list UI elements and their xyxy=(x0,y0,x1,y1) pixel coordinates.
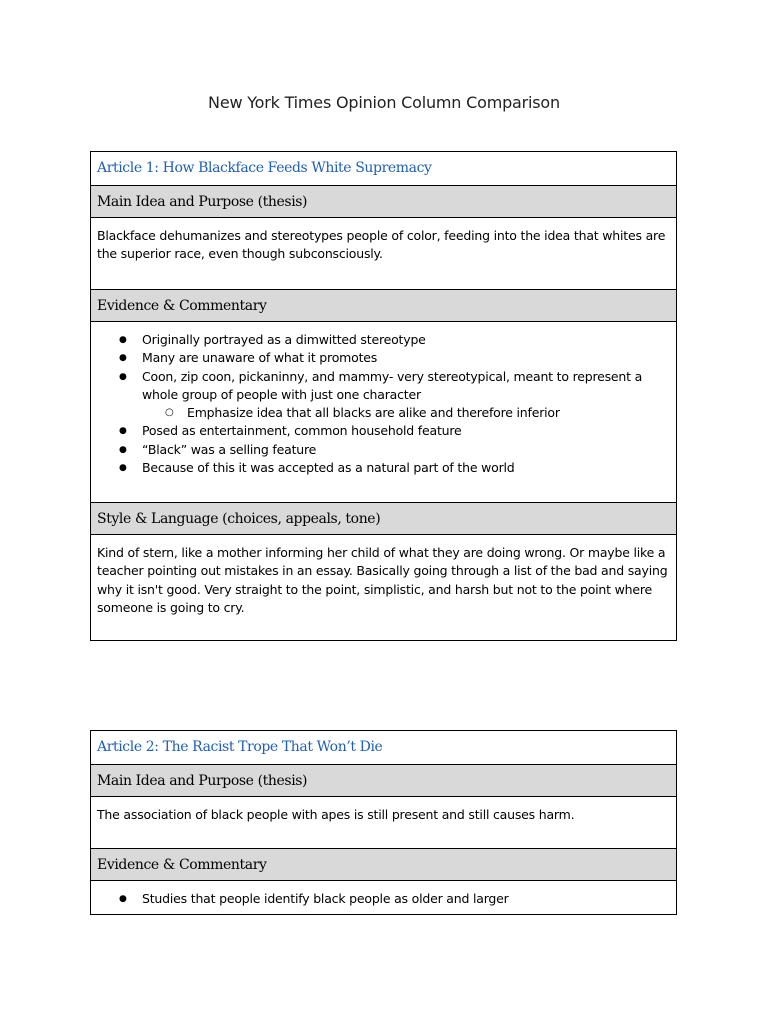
list-item: ● “Black” was a selling feature xyxy=(97,441,670,459)
article-1-table xyxy=(90,151,677,641)
list-item: ● Many are unaware of what it promotes xyxy=(97,349,670,367)
list-item: ● Because of this it was accepted as a natural part of the world xyxy=(97,459,670,477)
list-item: ● Coon, zip coon, pickaninny, and mammy- very stereotypical, meant to represent a whole group of people with just one character xyxy=(97,368,670,405)
list-item: ● Studies that people identify black people as older and larger xyxy=(97,890,670,908)
article-1-style-label: Style & Language (choices, appeals, tone) xyxy=(91,502,676,534)
article-1-evidence-list xyxy=(97,331,670,477)
list-item: ● Originally portrayed as a dimwitted stereotype xyxy=(97,331,670,349)
article-2-evidence-list xyxy=(97,890,670,908)
article-1-evidence-label: Evidence & Commentary xyxy=(91,289,676,321)
article-1-evidence-section xyxy=(91,321,676,502)
article-2-heading: Article 2: The Racist Trope That Won’t Die xyxy=(97,739,383,755)
article-2-main-idea-label: Main Idea and Purpose (thesis) xyxy=(91,764,676,796)
article-1-main-idea-label: Main Idea and Purpose (thesis) xyxy=(91,185,676,217)
article-1-heading: Article 1: How Blackface Feeds White Supremacy xyxy=(97,160,432,176)
article-1-style-text: Kind of stern, like a mother informing her child of what they are doing wrong. Or maybe like a teacher pointing out mistakes in an essay. Basically going through a list of the bad and saying why it isn't good. Very straight to the point, simplistic, and harsh but not to the point where someone is going to cry. xyxy=(91,534,676,640)
list-item: ● Posed as entertainment, common household feature xyxy=(97,422,670,440)
article-2-table xyxy=(90,730,677,915)
list-item: ○ Emphasize idea that all blacks are alike and therefore inferior xyxy=(97,404,670,422)
article-2-evidence-section xyxy=(91,880,676,914)
article-1-main-idea-text: Blackface dehumanizes and stereotypes people of color, feeding into the idea that whites are the superior race, even though subconsciously. xyxy=(91,217,676,289)
article-2-main-idea-text: The association of black people with apes is still present and still causes harm. xyxy=(91,796,676,848)
page-title: New York Times Opinion Column Comparison xyxy=(208,93,560,112)
article-2-evidence-label: Evidence & Commentary xyxy=(91,848,676,880)
